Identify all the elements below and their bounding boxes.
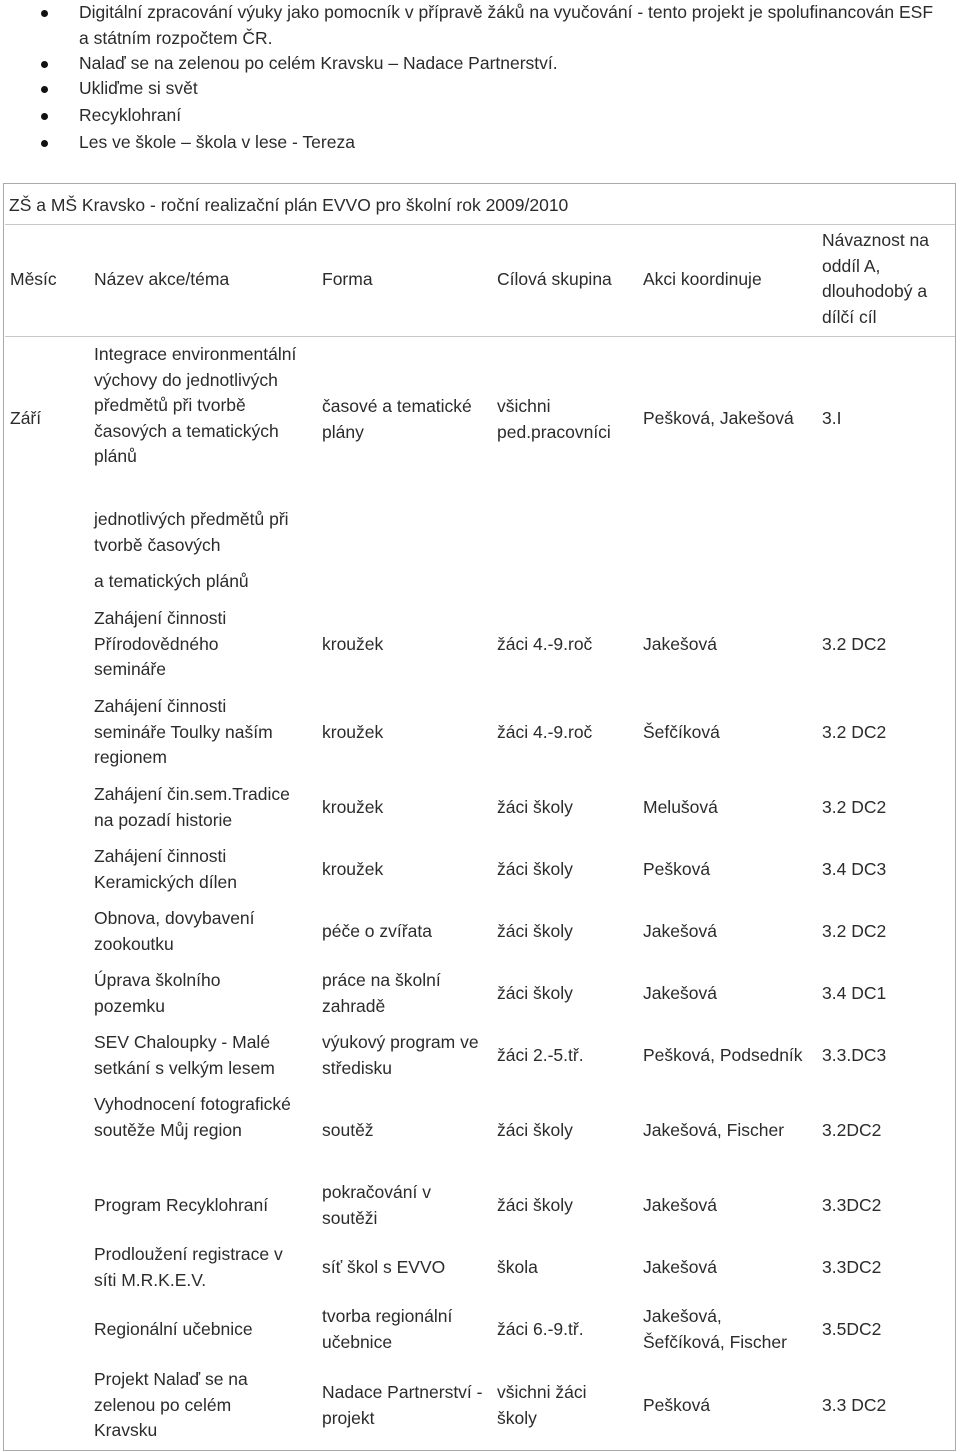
row-coordinator: Melušová (643, 797, 718, 817)
row-coordinator: Pešková (643, 1395, 711, 1415)
row-target-group: žáci školy (497, 1195, 573, 1215)
row-form: kroužek (322, 722, 384, 742)
table-divider (5, 336, 955, 337)
row-coordinator: Šefčíková (643, 722, 720, 742)
header-action-name: Název akce/téma (94, 269, 230, 289)
row-target-group: všichni ped.pracovníci (497, 396, 611, 442)
row-action-name: Zahájení činnosti Keramických dílen (94, 846, 237, 892)
bullet-dot-icon (41, 140, 48, 147)
row-coordinator: Jakešová, Fischer (643, 1120, 785, 1140)
row-coordinator: Pešková (643, 859, 711, 879)
row-target-group: žáci školy (497, 921, 573, 941)
row-coordinator: Jakešová (643, 1195, 717, 1215)
row-form: kroužek (322, 634, 384, 654)
bullet-dot-icon (41, 10, 48, 17)
row-link-to-section: 3.2 DC2 (822, 921, 887, 941)
bullet-text: Digitální zpracování výuky jako pomocník v přípravě žáků na vyučování - tento projekt je spolufinancován ESF a státním rozpočtem ČR. (79, 2, 934, 48)
row-target-group: všichni žáci školy (497, 1382, 587, 1428)
header-month: Měsíc (10, 269, 57, 289)
row-action-name: Vyhodnocení fotografické soutěže Můj region (94, 1094, 291, 1140)
bullet-item (79, 76, 939, 102)
row-action-name: Projekt Nalaď se na zelenou po celém Kravsku (94, 1369, 248, 1440)
row-link-to-section: 3.2 DC2 (822, 797, 887, 817)
row-coordinator: Pešková, Jakešová (643, 408, 794, 428)
row-target-group: žáci školy (497, 859, 573, 879)
row-action-name: Regionální učebnice (94, 1319, 253, 1339)
row-coordinator: Jakešová (643, 921, 717, 941)
row-action-name: SEV Chaloupky - Malé setkání s velkým lesem (94, 1032, 275, 1078)
row-target-group: žáci 4.-9.roč (497, 634, 593, 654)
row-target-group: žáci 6.-9.tř. (497, 1319, 584, 1339)
row-action-name: a tematických plánů (94, 571, 249, 591)
row-action-name: Zahájení činnosti semináře Toulky naším regionem (94, 696, 273, 767)
header-coordinator: Akci koordinuje (643, 269, 762, 289)
row-target-group: škola (497, 1257, 538, 1277)
row-target-group: žáci 4.-9.roč (497, 722, 593, 742)
bullet-text: Recyklohraní (79, 105, 182, 125)
row-form: péče o zvířata (322, 921, 432, 941)
bullet-dot-icon (41, 113, 48, 120)
bullet-item (79, 51, 939, 77)
row-form: kroužek (322, 797, 384, 817)
bullet-text: Les ve škole – škola v lese - Tereza (79, 132, 355, 152)
row-month: Září (10, 408, 42, 428)
row-link-to-section: 3.2 DC2 (822, 722, 887, 742)
row-coordinator: Jakešová (643, 634, 717, 654)
row-coordinator: Jakešová, Šefčíková, Fischer (643, 1306, 787, 1352)
bullet-text: Nalaď se na zelenou po celém Kravsku – Nadace Partnerství. (79, 53, 558, 73)
row-link-to-section: 3.3 DC2 (822, 1395, 887, 1415)
row-link-to-section: 3.3DC2 (822, 1257, 882, 1277)
row-form: práce na školní zahradě (322, 970, 441, 1016)
bullet-item (79, 130, 939, 156)
row-link-to-section: 3.4 DC3 (822, 859, 887, 879)
row-action-name: Obnova, dovybavení zookoutku (94, 908, 255, 954)
row-form: časové a tematické plány (322, 396, 472, 442)
header-link-to-section: Návaznost na oddíl A, dlouhodobý a dílčí cíl (822, 230, 930, 327)
row-target-group: žáci školy (497, 797, 573, 817)
header-form: Forma (322, 269, 373, 289)
row-link-to-section: 3.5DC2 (822, 1319, 882, 1339)
header-target-group: Cílová skupina (497, 269, 612, 289)
plan-title: ZŠ a MŠ Kravsko - roční realizační plán EVVO pro školní rok 2009/2010 (9, 195, 569, 215)
bullet-dot-icon (41, 86, 48, 93)
row-form: síť škol s EVVO (322, 1257, 446, 1277)
row-form: výukový program ve středisku (322, 1032, 479, 1078)
row-link-to-section: 3.4 DC1 (822, 983, 887, 1003)
row-coordinator: Pešková, Podsedník (643, 1045, 803, 1065)
row-form: soutěž (322, 1120, 374, 1140)
row-link-to-section: 3.3.DC3 (822, 1045, 887, 1065)
row-form: kroužek (322, 859, 384, 879)
row-link-to-section: 3.I (822, 408, 842, 428)
row-action-name: Zahájení čin.sem.Tradice na pozadí historie (94, 784, 290, 830)
row-form: pokračování v soutěži (322, 1182, 431, 1228)
row-action-name: Úprava školního pozemku (94, 970, 221, 1016)
bullet-item (79, 0, 939, 51)
row-link-to-section: 3.2 DC2 (822, 634, 887, 654)
row-action-name: Prodloužení registrace v síti M.R.K.E.V. (94, 1244, 283, 1290)
row-target-group: žáci školy (497, 1120, 573, 1140)
row-form: tvorba regionální učebnice (322, 1306, 453, 1352)
row-link-to-section: 3.3DC2 (822, 1195, 882, 1215)
row-action-name: Zahájení činnosti Přírodovědného semináře (94, 608, 227, 679)
bullet-dot-icon (41, 61, 48, 68)
row-action-name: Integrace environmentální výchovy do jednotlivých předmětů při tvorbě časových a tematických plánů (94, 344, 297, 466)
row-link-to-section: 3.2DC2 (822, 1120, 882, 1140)
row-coordinator: Jakešová (643, 983, 717, 1003)
row-target-group: žáci 2.-5.tř. (497, 1045, 584, 1065)
row-form: Nadace Partnerství - projekt (322, 1382, 483, 1428)
row-target-group: žáci školy (497, 983, 573, 1003)
bullet-text: Ukliďme si svět (79, 78, 198, 98)
row-action-name: Program Recyklohraní (94, 1195, 269, 1215)
bullet-item (79, 103, 939, 129)
table-divider (5, 224, 955, 225)
row-coordinator: Jakešová (643, 1257, 717, 1277)
row-action-name: jednotlivých předmětů při tvorbě časových (94, 509, 289, 555)
